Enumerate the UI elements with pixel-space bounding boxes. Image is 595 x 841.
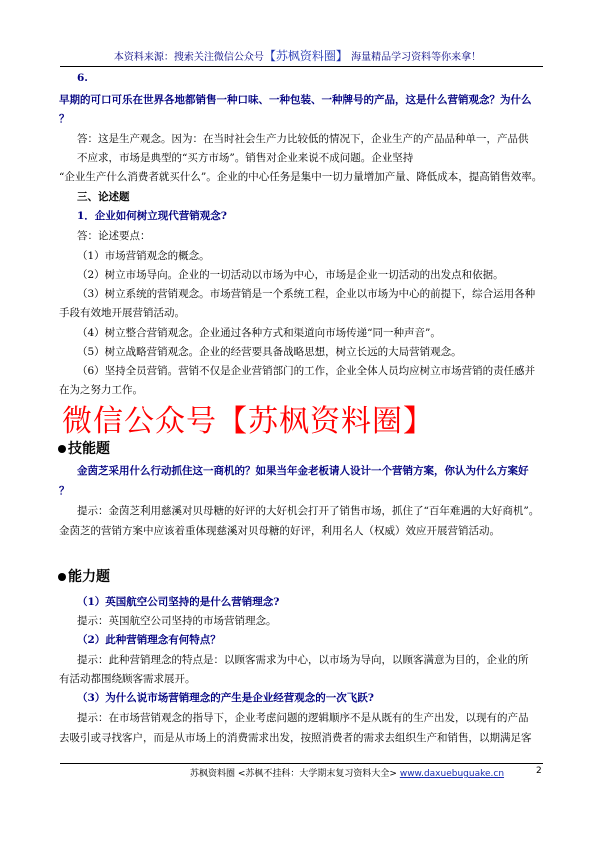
skills-hint-line: 提示：金茵芝利用慈溪对贝母糖的好评的大好机会打开了销售市场，抓住了“百年难遇的大好商机”。: [77, 505, 540, 517]
skills-heading: 技能题: [68, 441, 110, 457]
ability-heading-row: [58, 566, 110, 586]
ability-a3-line: 提示：在市场营销观念的指导下，企业考虑问题的逻辑顺序不是从既有的生产出发，以现有的产品: [77, 712, 529, 724]
ability-heading: 能力题: [68, 569, 110, 585]
ability-a1: 提示：英国航空公司坚持的市场营销理念。: [77, 615, 277, 627]
essay-point: 在为之努力工作。: [59, 384, 143, 396]
essay-point: 手段有效地开展营销活动。: [59, 307, 185, 319]
skills-heading-row: [58, 438, 110, 458]
skills-question-line2: ？: [59, 485, 70, 497]
skills-hint-line: 金茵芝的营销方案中应该着重体现慈溪对贝母糖的好评，利用名人（权威）效应开展营销活动。: [59, 525, 500, 537]
essay-heading: 三、论述题: [77, 191, 130, 203]
essay-point: （5）树立战略营销观念。企业的经营要具备战略思想，树立长远的大局营销观念。: [77, 346, 462, 358]
q6-answer-line: 答：这是生产观念。因为：在当时社会生产力比较低的情况下，企业生产的产品品种单一，产品供: [77, 133, 529, 145]
q6-number: 6.: [77, 72, 88, 84]
ability-a2-line: 提示：此种营销理念的特点是：以顾客需求为中心，以市场为导向，以顾客满意为目的，企业的所: [77, 654, 529, 666]
watermark-text: 微信公众号【苏枫资料圈】: [62, 404, 434, 439]
ability-a3-line: 去吸引或寻找客户，而是从市场上的消费需求出发，按照消费者的需求去组织生产和销售，以期满足客: [59, 732, 532, 744]
essay-point: （2）树立市场导向。企业的一切活动以市场为中心，市场是企业一切活动的出发点和依据。: [77, 269, 504, 281]
footer-text: 苏枫资料圈 <苏枫不挂科：大学期末复习资料大全>: [190, 769, 397, 779]
bullet-icon: [58, 445, 66, 453]
ability-a2-line: 有活动都围绕顾客需求展开。: [59, 673, 196, 685]
essay-point: （4）树立整合营销观念。企业通过各种方式和渠道向市场传递“同一种声音”。: [77, 327, 441, 339]
essay-q1-title: 1．企业如何树立现代营销观念?: [77, 210, 227, 222]
q6-question-line2: ？: [59, 113, 70, 125]
essay-point: （3）树立系统的营销观念。市场营销是一个系统工程，企业以市场为中心的前提下，综合运用各种: [77, 288, 536, 300]
page-number: 2: [536, 766, 542, 776]
essay-point: （6）坚持全员营销。营销不仅是企业营销部门的工作，企业全体人员均应树立市场营销的责任感并: [77, 365, 536, 377]
q6-answer-line: 不应求，市场是典型的“买方市场”。销售对企业来说不成问题。企业坚持: [77, 152, 414, 164]
ability-q3: （3）为什么说市场营销理念的产生是企业经营观念的一次飞跃?: [77, 692, 374, 704]
header-banner: [0, 47, 595, 64]
ability-q1: （1）英国航空公司坚持的是什么营销理念?: [77, 596, 280, 608]
banner-prefix: 本资料来源：搜索关注微信公众号: [113, 52, 264, 63]
footer-divider: [60, 763, 543, 764]
footer-link[interactable]: www.daxuebuguake.cn: [399, 769, 505, 779]
footer-line: [190, 766, 504, 779]
banner-suffix: 海量精品学习资料等你来拿！: [351, 52, 482, 63]
skills-question-line1: 金茵芝采用什么行动抓住这一商机的？如果当年金老板请人设计一个营销方案，你认为什么方案好: [77, 465, 529, 477]
bullet-icon: [58, 573, 66, 581]
essay-answer-intro: 答：论述要点：: [77, 230, 151, 242]
essay-point: （1）市场营销观念的概念。: [77, 250, 210, 262]
ability-q2: （2）此种营销理念有何特点？: [77, 634, 221, 646]
banner-highlight: 【苏枫资料圈】: [263, 49, 348, 63]
q6-question-line1: 早期的可口可乐在世界各地都销售一种口味、一种包装、一种牌号的产品，这是什么营销观念？为什么: [59, 94, 532, 106]
q6-answer-line: “企业生产什么消费者就买什么”。企业的中心任务是集中一切力量增加产量、降低成本，提高销售效率。: [59, 171, 543, 183]
header-divider: [60, 66, 543, 67]
